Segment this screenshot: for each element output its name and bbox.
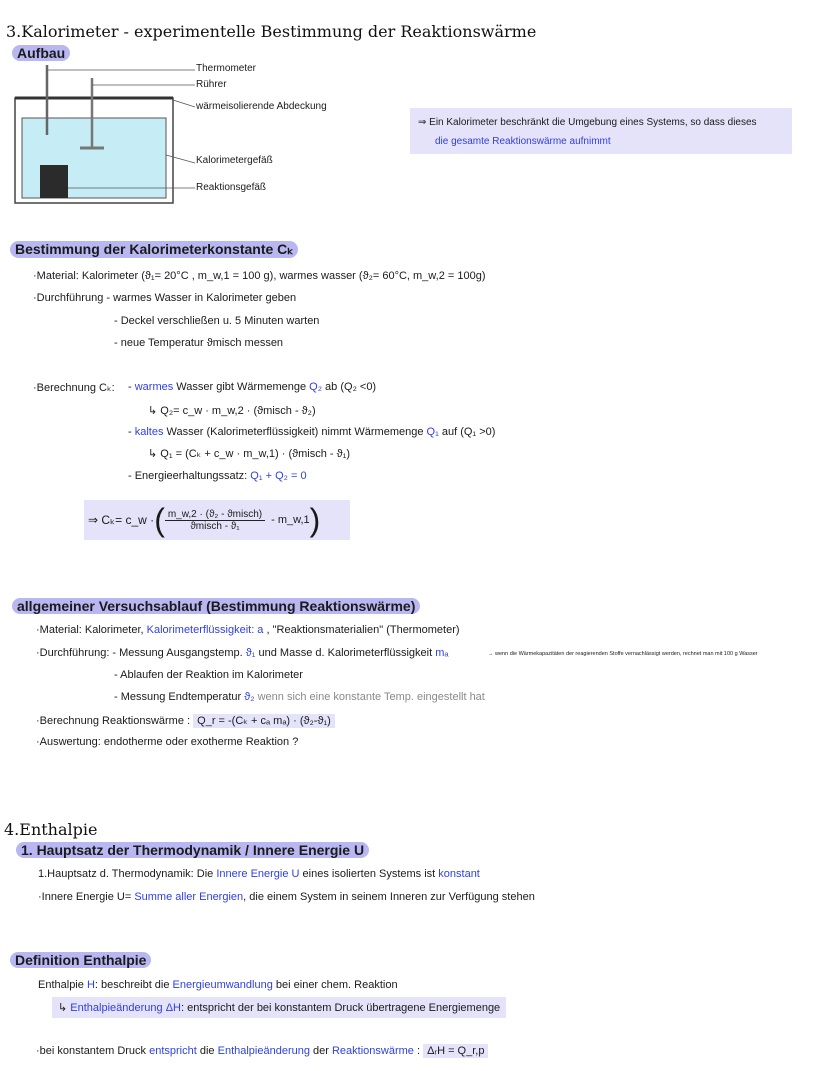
- result-formula-ck: ⇒ Cₖ= c_w · ( $\frac{\text{m\_w,2 · (ϑ₂ - ϑmisch)}}{\text{ϑmisch - ϑ₁}}$ - m_w,1 ): [84, 500, 350, 540]
- energy-conservation-line: - Energieerhaltungssatz: Q₁ + Q₂ = 0: [128, 470, 307, 482]
- label-thermometer: Thermometer: [196, 63, 257, 74]
- label-lid: wärmeisolierende Abdeckung: [196, 101, 327, 112]
- warm-water-line: - warmes Wasser gibt Wärmemenge Q₂ ab (Q₂ <0): [128, 381, 377, 393]
- section-title-kalorimeter: 3.Kalorimeter - experimentelle Bestimmung der Reaktionswärme: [6, 22, 537, 41]
- label-reaction-vessel: Reaktionsgefäß: [196, 182, 267, 193]
- ablauf-durchfuehrung-1: ·Durchführung: - Messung Ausgangstemp. ϑ₁ und Masse d. Kalorimeterflüssigkeit mₐ: [36, 647, 449, 659]
- note-line-1: ⇒ Ein Kalorimeter beschränkt die Umgebung eines Systems, so dass dieses: [418, 117, 757, 128]
- result-tail: - m_w,1: [271, 514, 310, 526]
- konstante-material: ·Material: Kalorimeter (ϑ₁= 20°C , m_w,1 = 100 g), warmes wasser (ϑ₂= 60°C, m_w,2 = 100g): [33, 270, 486, 282]
- konstante-durchfuehrung-2: - Deckel verschließen u. 5 Minuten warten: [114, 315, 320, 327]
- note-line-2: die gesamte Reaktionswärme aufnimmt: [435, 136, 611, 147]
- q2-formula: ↳ Q₂= c_w · m_w,2 · (ϑmisch - ϑ₂): [148, 405, 316, 417]
- ablauf-berechnung: ·Berechnung Reaktionswärme : Q_r = -(Cₖ + cₐ mₐ) · (ϑ₂-ϑ₁): [36, 714, 335, 727]
- hauptsatz-line-2: ·Innere Energie U= Summe aller Energien, die einem System in seinem Inneren zur Verfügung stehen: [38, 891, 535, 903]
- ablauf-durchfuehrung-3: - Messung Endtemperatur ϑ₂ wenn sich eine konstante Temp. eingestellt hat: [114, 691, 485, 703]
- cold-water-line: - kaltes Wasser (Kalorimeterflüssigkeit) nimmt Wärmemenge Q₁ auf (Q₁ >0): [128, 426, 496, 438]
- reaction-heat-formula: Q_r = -(Cₖ + cₐ mₐ) · (ϑ₂-ϑ₁): [193, 714, 335, 728]
- section-title-enthalpie: 4.Enthalpie: [4, 820, 98, 839]
- label-vessel: Kalorimetergefäß: [196, 155, 273, 166]
- definition-line-3: ·bei konstantem Druck entspricht die Enthalpieänderung der Reaktionswärme : ΔᵣH = Q_r,p: [36, 1045, 488, 1057]
- heading-kalorimeterkonstante: Bestimmung der Kalorimeterkonstante Cₖ: [10, 241, 298, 258]
- result-lhs: ⇒ Cₖ= c_w ·: [88, 513, 155, 527]
- result-fraction: [165, 509, 265, 532]
- label-stirrer: Rührer: [196, 79, 227, 90]
- reaction-vessel: [40, 165, 68, 198]
- enthalpy-formula: ΔᵣH = Q_r,p: [423, 1044, 488, 1058]
- ablauf-auswertung: ·Auswertung: endotherme oder exotherme Reaktion ?: [36, 736, 299, 748]
- calorimeter-note: [410, 108, 792, 154]
- heading-versuchsablauf: allgemeiner Versuchsablauf (Bestimmung Reaktionswärme): [12, 598, 420, 614]
- konstante-durchfuehrung-3: - neue Temperatur ϑmisch messen: [114, 337, 284, 349]
- heading-definition-enthalpie: Definition Enthalpie: [10, 952, 151, 968]
- result-numerator: m_w,2 · (ϑ₂ - ϑmisch): [165, 509, 265, 521]
- ablauf-durchfuehrung-2: - Ablaufen der Reaktion im Kalorimeter: [114, 669, 303, 681]
- definition-line-2: ↳ Enthalpieänderung ΔH: entspricht der bei konstantem Druck übertragene Energiemenge: [52, 997, 506, 1018]
- definition-line-1: Enthalpie H: beschreibt die Energieumwandlung bei einer chem. Reaktion: [38, 979, 398, 991]
- konstante-durchfuehrung-1: ·Durchführung - warmes Wasser in Kalorimeter geben: [33, 292, 297, 304]
- heading-aufbau: Aufbau: [12, 45, 70, 61]
- ablauf-water-note: → wenn die Wärmekapazitäten der reagierenden Stoffe vernachlässigt werden, rechnet man mit 100 g Wasser: [488, 651, 758, 657]
- q1-formula: ↳ Q₁ = (Cₖ + c_w · m_w,1) · (ϑmisch - ϑ₁): [148, 448, 351, 460]
- ablauf-material: ·Material: Kalorimeter, Kalorimeterflüssigkeit: a , "Reaktionsmaterialien" (Thermometer): [36, 624, 460, 636]
- konstante-berechnung-label: ·Berechnung Cₖ:: [33, 382, 115, 394]
- heading-hauptsatz: 1. Hauptsatz der Thermodynamik / Innere Energie U: [16, 842, 369, 858]
- result-denominator: ϑmisch - ϑ₁: [190, 520, 240, 532]
- hauptsatz-line-1: 1.Hauptsatz d. Thermodynamik: Die Innere Energie U eines isolierten Systems ist konstant: [38, 868, 480, 880]
